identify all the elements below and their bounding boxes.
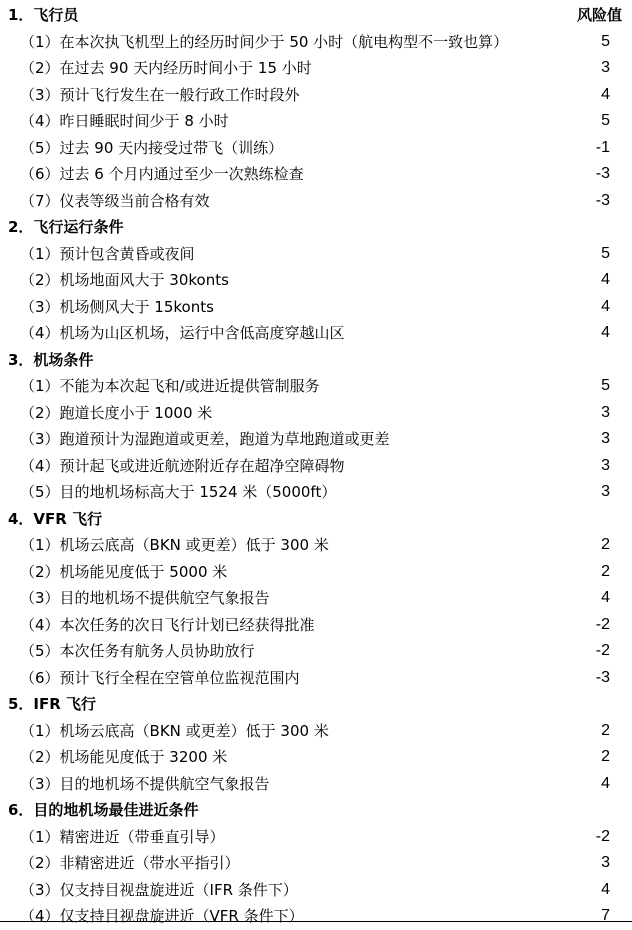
section-heading [0, 691, 632, 718]
section-title: 5．IFR 飞行 [8, 695, 97, 713]
item-text: （3）机场侧风大于 15konts [20, 297, 214, 316]
table-row [0, 771, 632, 798]
table-row [0, 241, 632, 268]
table-row [0, 532, 632, 559]
risk-score: -2 [595, 615, 610, 633]
section-title: 6．目的地机场最佳进近条件 [8, 801, 199, 819]
table-row [0, 373, 632, 400]
table-row [0, 559, 632, 586]
risk-score: 4 [601, 880, 610, 898]
item-text: （6）预计飞行全程在空管单位监视范围内 [20, 668, 300, 687]
table-row [0, 718, 632, 745]
table-row [0, 108, 632, 135]
item-text: （6）过去 6 个月内通过至少一次熟练检查 [20, 165, 304, 183]
table-row [0, 903, 632, 930]
section-title: 4．VFR 飞行 [8, 509, 103, 528]
item-text: （2）机场地面风大于 30konts [20, 271, 229, 289]
risk-score: 2 [601, 562, 610, 580]
section-heading [0, 2, 632, 29]
section-heading [0, 506, 632, 533]
item-text: （4）昨日睡眠时间少于 8 小时 [20, 112, 229, 130]
table-row [0, 29, 632, 56]
table-row [0, 320, 632, 347]
item-text: （5）目的地机场标高大于 1524 米（5000ft） [20, 483, 337, 501]
table-row [0, 135, 632, 162]
risk-score: 4 [601, 774, 610, 792]
table-row [0, 55, 632, 82]
item-text: （5）本次任务有航务人员协助放行 [20, 642, 255, 660]
item-text: （2）在过去 90 天内经历时间小于 15 小时 [20, 59, 312, 77]
table-row [0, 453, 632, 480]
item-text: （4）仅支持目视盘旋进近（VFR 条件下） [20, 907, 304, 925]
risk-score: 3 [601, 403, 610, 421]
risk-score: 4 [601, 324, 610, 341]
risk-score: 3 [601, 854, 610, 871]
table-row [0, 744, 632, 771]
risk-score: -1 [595, 138, 610, 156]
section-heading [0, 797, 632, 824]
risk-value-header: 风险值 [576, 6, 622, 24]
item-text: （1）机场云底高（BKN 或更差）低于 300 米 [20, 536, 329, 554]
risk-score: 3 [601, 456, 610, 474]
item-text: （1）不能为本次起飞和/或进近提供管制服务 [20, 377, 320, 395]
item-text: （3）目的地机场不提供航空气象报告 [20, 589, 270, 607]
section-heading [0, 347, 632, 374]
risk-score: 2 [601, 748, 610, 765]
risk-score: -2 [595, 642, 610, 659]
section-heading [0, 214, 632, 241]
table-row [0, 665, 632, 692]
table-row [0, 824, 632, 851]
risk-score: 5 [601, 112, 610, 129]
risk-score: 2 [601, 721, 610, 739]
table-row [0, 161, 632, 188]
item-text: （1）精密进近（带垂直引导） [20, 827, 225, 846]
item-text: （4）机场为山区机场，运行中含低高度穿越山区 [20, 324, 345, 342]
table-bottom-rule [0, 921, 632, 922]
item-text: （3）跑道预计为湿跑道或更差，跑道为草地跑道或更差 [20, 430, 390, 448]
item-text: （7）仪表等级当前合格有效 [20, 191, 210, 210]
table-row [0, 479, 632, 506]
risk-score: 3 [601, 483, 610, 500]
table-row [0, 400, 632, 427]
table-row [0, 426, 632, 453]
item-text: （3）仅支持目视盘旋进近（IFR 条件下） [20, 880, 298, 899]
risk-score: -3 [595, 165, 610, 182]
item-text: （4）本次任务的次日飞行计划已经获得批准 [20, 615, 315, 634]
item-text: （3）预计飞行发生在一般行政工作时段外 [20, 85, 300, 104]
table-row [0, 267, 632, 294]
risk-score: 7 [601, 907, 610, 924]
risk-score: 3 [601, 59, 610, 76]
risk-score: 4 [601, 297, 610, 315]
risk-score: 5 [601, 377, 610, 394]
section-title: 1．飞行员 [8, 6, 79, 24]
risk-score: 5 [601, 32, 610, 50]
item-text: （2）机场能见度低于 3200 米 [20, 748, 228, 766]
table-row [0, 877, 632, 904]
risk-score: -2 [595, 827, 610, 845]
risk-score: 4 [601, 271, 610, 288]
risk-score: 5 [601, 244, 610, 262]
risk-score: 2 [601, 536, 610, 553]
table-row [0, 188, 632, 215]
table-row [0, 612, 632, 639]
item-text: （2）机场能见度低于 5000 米 [20, 562, 228, 581]
table-row [0, 638, 632, 665]
item-text: （2）跑道长度小于 1000 米 [20, 403, 213, 422]
item-text: （3）目的地机场不提供航空气象报告 [20, 774, 270, 793]
table-row [0, 82, 632, 109]
risk-score: -3 [595, 668, 610, 686]
item-text: （1）机场云底高（BKN 或更差）低于 300 米 [20, 721, 329, 740]
risk-score: 4 [601, 589, 610, 606]
risk-score: 4 [601, 85, 610, 103]
item-text: （4）预计起飞或进近航迹附近存在超净空障碍物 [20, 456, 345, 475]
item-text: （1）预计包含黄昏或夜间 [20, 244, 195, 263]
item-text: （1）在本次执飞机型上的经历时间少于 50 小时（航电构型不一致也算） [20, 32, 509, 51]
risk-score: -3 [595, 191, 610, 209]
table-row [0, 585, 632, 612]
table-row [0, 850, 632, 877]
section-title: 2．飞行运行条件 [8, 218, 124, 236]
item-text: （2）非精密进近（带水平指引） [20, 854, 240, 872]
section-title: 3．机场条件 [8, 350, 94, 369]
risk-score: 3 [601, 430, 610, 447]
item-text: （5）过去 90 天内接受过带飞（训练） [20, 138, 284, 157]
table-row [0, 294, 632, 321]
